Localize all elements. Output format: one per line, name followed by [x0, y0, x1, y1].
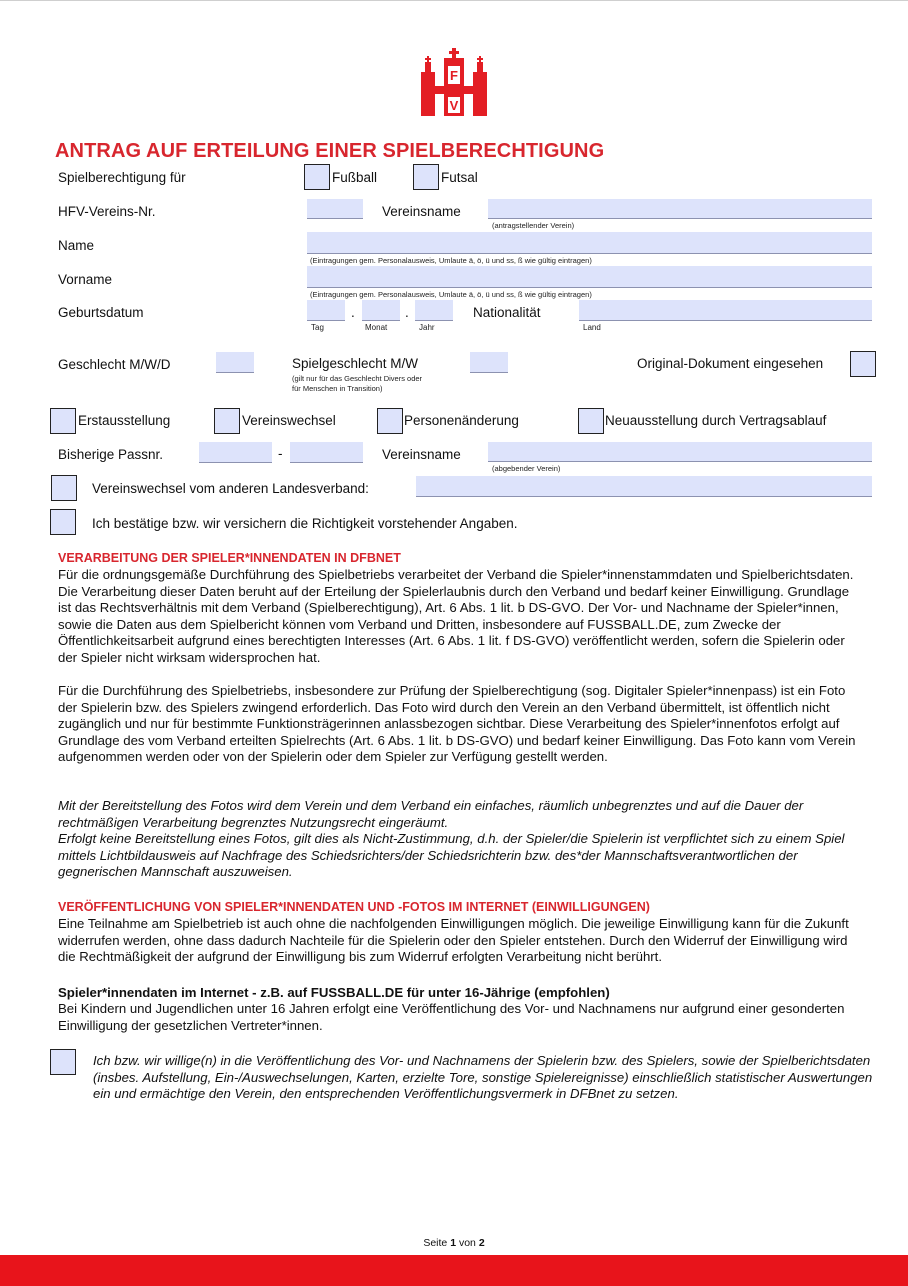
vorname-label: Vorname — [58, 272, 113, 287]
hfv-logo — [417, 46, 491, 118]
vereinsname-label: Vereinsname — [382, 204, 461, 219]
land-hint: Land — [583, 323, 601, 332]
vereins-nr-field[interactable] — [307, 199, 363, 219]
date-separator-2: . — [405, 305, 409, 320]
section-internet-paragraph-1: Eine Teilnahme am Spielbetrieb ist auch ohne die nachfolgenden Einwilligungen möglich. Die jeweilige Einwilligung kann für die Zukunft widerrufen werden, ohne dass dadurch Nachteile für die Spielerin oder den Spieler entstehen. Durch den Widerruf der Einwilligung wird die Rechtmäßigkeit der aufgrund der Einwilligung bis zum Widerruf erfolgten Verarbeitung nicht berührt. — [58, 916, 849, 965]
name-label: Name — [58, 238, 95, 253]
futsal-label: Futsal — [441, 170, 478, 185]
neuausstellung-label: Neuausstellung durch Vertragsablauf — [605, 413, 827, 428]
geburtsdatum-label: Geburtsdatum — [58, 305, 144, 320]
vereinswechsel-checkbox[interactable] — [214, 408, 240, 434]
vereinsname-2-field[interactable] — [488, 442, 872, 462]
vereinswechsel-label: Vereinswechsel — [242, 413, 336, 428]
geburtsjahr-field[interactable] — [415, 300, 453, 321]
tag-hint: Tag — [311, 323, 324, 332]
passnr-field-1[interactable] — [199, 442, 272, 463]
personenaenderung-label: Personenänderung — [404, 413, 519, 428]
passnr-label: Bisherige Passnr. — [58, 447, 164, 462]
spielgeschlecht-field[interactable] — [470, 352, 508, 373]
bestaetigung-checkbox[interactable] — [50, 509, 76, 535]
erstausstellung-checkbox[interactable] — [50, 408, 76, 434]
personenaenderung-checkbox[interactable] — [377, 408, 403, 434]
section-internet-paragraph-2: Bei Kindern und Jugendlichen unter 16 Jahren erfolgt eine Veröffentlichung des Vor- und Nachnamens nur aufgrund einer gesonderten Einwilligung der gesetzlichen Vertreter*innen. — [58, 1001, 845, 1033]
page-mid: von — [458, 1237, 476, 1249]
logo-letter-f: F — [450, 68, 458, 83]
spielgeschlecht-hint-2: für Menschen in Transition) — [292, 384, 383, 393]
page-current: 1 — [450, 1237, 457, 1249]
date-separator-1: . — [351, 305, 355, 320]
fussball-checkbox[interactable] — [304, 164, 330, 190]
futsal-checkbox[interactable] — [413, 164, 439, 190]
vereinsname-hint: (antragstellender Verein) — [492, 221, 575, 230]
page-number — [0, 1237, 908, 1249]
bestaetigung-label: Ich bestätige bzw. wir versichern die Richtigkeit vorstehender Angaben. — [92, 516, 518, 531]
passnr-field-2[interactable] — [290, 442, 363, 463]
nationalitaet-label: Nationalität — [473, 305, 541, 320]
vereinsname-2-hint: (abgebender Verein) — [492, 464, 561, 473]
original-dokument-checkbox[interactable] — [850, 351, 876, 377]
section-internet-subheading: Spieler*innendaten im Internet - z.B. auf FUSSBALL.DE für unter 16-Jährige (empfohlen) — [58, 985, 610, 1000]
footer-bar — [0, 1255, 908, 1286]
name-field[interactable] — [307, 232, 872, 254]
geburtsmonat-field[interactable] — [362, 300, 400, 321]
section-internet-heading: VERÖFFENTLICHUNG VON SPIELER*INNENDATEN UND -FOTOS IM INTERNET (EINWILLIGUNGEN) — [58, 900, 650, 914]
top-border — [0, 0, 908, 1]
landesverband-checkbox[interactable] — [51, 475, 77, 501]
page-total: 2 — [478, 1237, 485, 1249]
landesverband-field[interactable] — [416, 476, 872, 497]
section-dfbnet-paragraph-2: Für die Durchführung des Spielbetriebs, insbesondere zur Prüfung der Spielberechtigung (sog. Digitaler Spieler*innenpass) ist ein Foto der Spielerin bzw. des Spielers zwingend erforderlich. Das Foto wird durch den Verein an den Verband übermittelt, ist öffentlich nicht zugänglich und nur für bestimmte Funktionsträgerinnen anlassbezogen sichtbar. Diese Verarbeitung des Spieler*innenfotos erfolgt auf Grundlage des vom Verband erteilten Spielrechts (Art. 6 Abs. 1 lit. b DS-GVO) und bedarf keiner Einwilligung. Das Foto kann vom Verein aufgenommen werden oder von der Spielerin oder dem Spieler zur Verfügung gestellt werden. — [58, 683, 856, 765]
vorname-field[interactable] — [307, 266, 872, 288]
section-dfbnet-paragraph-1: Für die ordnungsgemäße Durchführung des Spielbetriebs verarbeitet der Verband die Spieler*innenstammdaten und Spielberichtsdaten. Die Verarbeitung dieser Daten beruht auf der Erteilung der Spielerlaubnis durch den Verband und bedarf keiner Einwilligung. Grundlage ist das Rechtsverhältnis mit dem Verband (Spielberechtigung), Art. 6 Abs. 1 lit. b DS-GVO. Der Vor- und Nachname der Spieler*innen, sowie die Daten aus dem Spielbericht können vom Verband und Dritten, insbesondere auf FUSSBALL.DE, zum Zwecke der Öffentlichkeitsarbeit aufgrund eines berechtigten Interesses (Art. 6 Abs. 1 lit. f DS-GVO) veröffentlicht werden, sofern die Spielerin oder der Spieler nicht wirksam widersprochen hat. — [58, 567, 854, 665]
jahr-hint: Jahr — [419, 323, 435, 332]
spielgeschlecht-hint-1: (gilt nur für das Geschlecht Divers oder — [292, 374, 423, 383]
erstausstellung-label: Erstausstellung — [78, 413, 171, 428]
fussball-label: Fußball — [332, 170, 378, 185]
section-dfbnet-paragraph-3a: Mit der Bereitstellung des Fotos wird dem Verein und dem Verband ein einfaches, räumlich unbegrenztes und auf die Dauer der rechtmäßigen Verarbeitung begrenztes Nutzungsrecht eingeräumt. — [58, 798, 804, 830]
passnr-dash: - — [278, 446, 283, 461]
spielgeschlecht-label: Spielgeschlecht M/W — [292, 356, 419, 371]
consent-text: Ich bzw. wir willige(n) in die Veröffentlichung des Vor- und Nachnamens der Spielerin bzw. des Spielers, sowie der Spielberichtsdaten (insbes. Aufstellung, Ein-/Auswechselungen, Karten, erzielte Tore, sonstige Spielereignisse) einschließlich statistischer Auswertungen ein und ermächtige den Verein, den entsprechenden Veröffentlichungsvermerk in DFBnet zu setzen. — [93, 1053, 873, 1102]
landesverband-label: Vereinswechsel vom anderen Landesverband: — [92, 481, 369, 496]
page-prefix: Seite — [423, 1237, 448, 1249]
page-title: ANTRAG AUF ERTEILUNG EINER SPIELBERECHTIGUNG — [55, 140, 605, 162]
logo-letter-v: V — [449, 98, 459, 113]
vereins-nr-label: HFV-Vereins-Nr. — [58, 204, 156, 219]
section-dfbnet-paragraph-3b: Erfolgt keine Bereitstellung eines Fotos, gilt dies als Nicht-Zustimmung, d.h. der Spieler/die Spielerin ist verpflichtet sich zu einem Spiel mittels Lichtbildausweis auf Nachfrage des Schiedsrichters/der Schiedsrichterin bzw. des*der Mannschaftsverantwortlichen der gegnerischen Mannschaft auszuweisen. — [58, 831, 845, 880]
monat-hint: Monat — [365, 323, 388, 332]
geschlecht-label: Geschlecht M/W/D — [58, 357, 171, 372]
consent-checkbox[interactable] — [50, 1049, 76, 1075]
vereinsname-field[interactable] — [488, 199, 872, 219]
geschlecht-field[interactable] — [216, 352, 254, 373]
hfv-logo-emblem — [417, 46, 491, 118]
nationalitaet-field[interactable] — [579, 300, 872, 321]
neuausstellung-checkbox[interactable] — [578, 408, 604, 434]
section-dfbnet-heading: VERARBEITUNG DER SPIELER*INNENDATEN IN DFBNET — [58, 551, 401, 565]
original-dokument-label: Original-Dokument eingesehen — [637, 356, 824, 371]
geburtstag-field[interactable] — [307, 300, 345, 321]
vereinsname-2-label: Vereinsname — [382, 447, 461, 462]
vorname-hint: (Eintragungen gem. Personalausweis, Umlaute ä, ö, ü und ss, ß wie gültig eintragen) — [310, 290, 592, 299]
spielberechtigung-label: Spielberechtigung für — [58, 170, 186, 185]
name-hint: (Eintragungen gem. Personalausweis, Umlaute ä, ö, ü und ss, ß wie gültig eintragen) — [310, 256, 592, 265]
